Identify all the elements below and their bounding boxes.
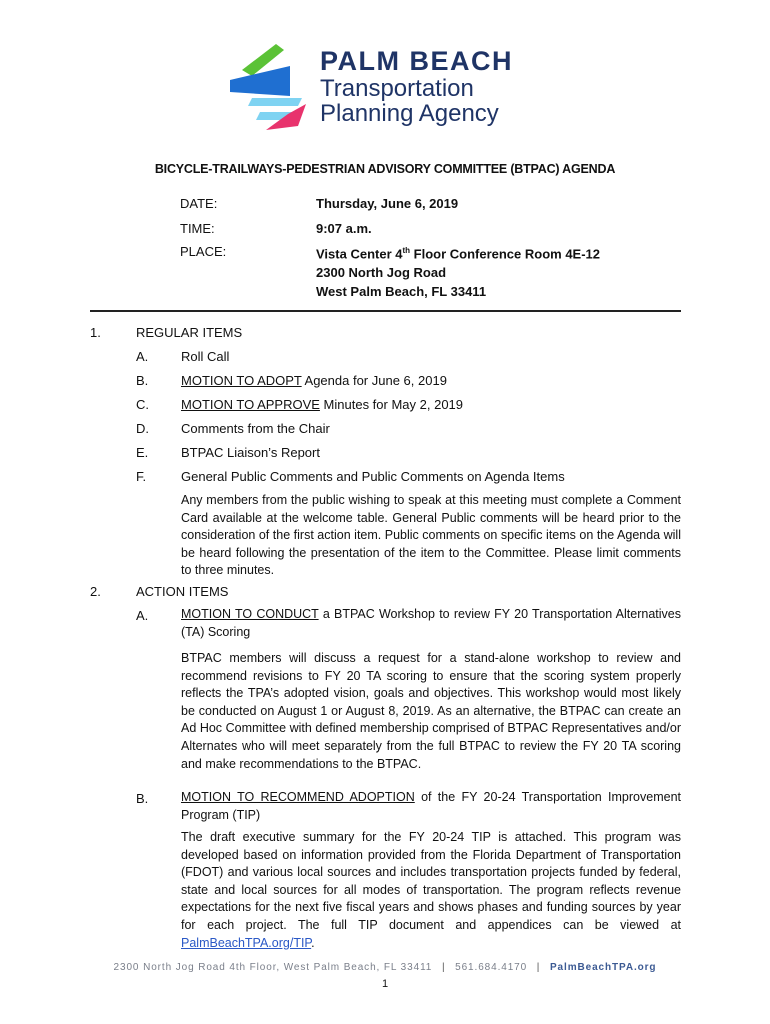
section-2-title: ACTION ITEMS: [136, 584, 229, 599]
item-1f-paragraph: Any members from the public wishing to speak at this meeting must complete a Comment Card available at the welcome table. General Public comments will be heard prior to the consideration of the first action item. Public comments on specific items on the Agenda will be heard following the presentation of the item to the Committee. Please limit comments to three minutes.: [181, 493, 681, 578]
item-1b-text: MOTION TO ADOPT Agenda for June 6, 2019: [181, 373, 447, 388]
footer-website[interactable]: PalmBeachTPA.org: [549, 962, 657, 973]
footer-separator: |: [441, 962, 446, 973]
item-2a-text: MOTION TO CONDUCT a BTPAC Workshop to review FY 20 Transportation Alternatives (TA) Scoring: [181, 607, 681, 639]
page-number: 1: [381, 978, 389, 990]
item-2b-letter: B.: [136, 791, 149, 806]
item-1c-letter: C.: [136, 397, 149, 412]
place-line2: 2300 North Jog Road: [316, 265, 447, 281]
item-1a-letter: A.: [136, 349, 149, 364]
tip-document-link[interactable]: PalmBeachTPA.org/TIP: [181, 935, 312, 950]
item-1f-text: General Public Comments and Public Comments on Agenda Items: [181, 469, 565, 484]
footer-address: 2300 North Jog Road 4th Floor, West Palm Beach, FL 33411: [113, 962, 433, 973]
item-2b-text: MOTION TO RECOMMEND ADOPTION of the FY 20-24 Transportation Improvement Program (TIP): [181, 790, 681, 822]
date-label: DATE:: [180, 196, 218, 211]
section-1-title: REGULAR ITEMS: [136, 325, 243, 340]
divider: [90, 310, 681, 312]
time-label: TIME:: [180, 221, 215, 236]
footer: [0, 962, 770, 973]
section-2-number: 2.: [90, 584, 101, 599]
item-2a-letter: A.: [136, 608, 149, 623]
item-2b-paragraph: The draft executive summary for the FY 20-24 TIP is attached. This program was developed based on information provided from the Florida Department of Transportation (FDOT) and various local sources and includes transportation projects funded by federal, state and local sources for all modes of transportation. The program reflects revenue expectations for the next five fiscal years and shows phases and funding sources by year for each project. The full TIP document and appendices can be viewed at PalmBeachTPA.org/TIP.: [181, 830, 681, 950]
item-1b-letter: B.: [136, 373, 149, 388]
footer-phone: 561.684.4170: [455, 962, 528, 973]
footer-separator: |: [536, 962, 541, 973]
place-value: [316, 241, 600, 301]
item-2a-paragraph: BTPAC members will discuss a request for a stand-alone workshop to review and recommend revisions to FY 20 TA scoring to ensure that the scoring system properly reflects the TPA’s adopted vision, goals and objectives. This workshop would most likely be conducted on August 1 or August 8, 2019. As an alternative, the BTPAC can create an Ad Hoc Committee with defined membership comprised of BTPAC Representatives and/or Alternates who will meet separately from the full BTPAC to review the FY 20 TA scoring and make recommendations to the BTPAC.: [181, 651, 681, 771]
item-1d-letter: D.: [136, 421, 149, 436]
palm-beach-tpa-logo-icon: [228, 42, 310, 132]
date-value: Thursday, June 6, 2019: [316, 196, 459, 211]
time-value: 9:07 a.m.: [316, 221, 372, 236]
place-label: PLACE:: [180, 244, 227, 259]
place-line1: Vista Center 4th Floor Conference Room 4E-12: [316, 246, 601, 262]
item-1e-letter: E.: [136, 445, 149, 460]
item-1f-letter: F.: [136, 469, 147, 484]
item-1d-text: Comments from the Chair: [181, 421, 330, 436]
brand-subtitle-line2: Planning Agency: [320, 100, 499, 127]
item-1e-text: BTPAC Liaison’s Report: [181, 445, 320, 460]
item-1c-text: MOTION TO APPROVE Minutes for May 2, 2019: [181, 397, 464, 412]
place-line3: West Palm Beach, FL 33411: [316, 284, 487, 300]
section-1-number: 1.: [90, 325, 101, 340]
agenda-title: BICYCLE-TRAILWAYS-PEDESTRIAN ADVISORY COMMITTEE (BTPAC) AGENDA: [154, 162, 616, 176]
item-1a-text: Roll Call: [181, 349, 230, 364]
brand-name: PALM BEACH: [320, 46, 513, 76]
brand-subtitle-line1: Transportation: [320, 75, 474, 102]
